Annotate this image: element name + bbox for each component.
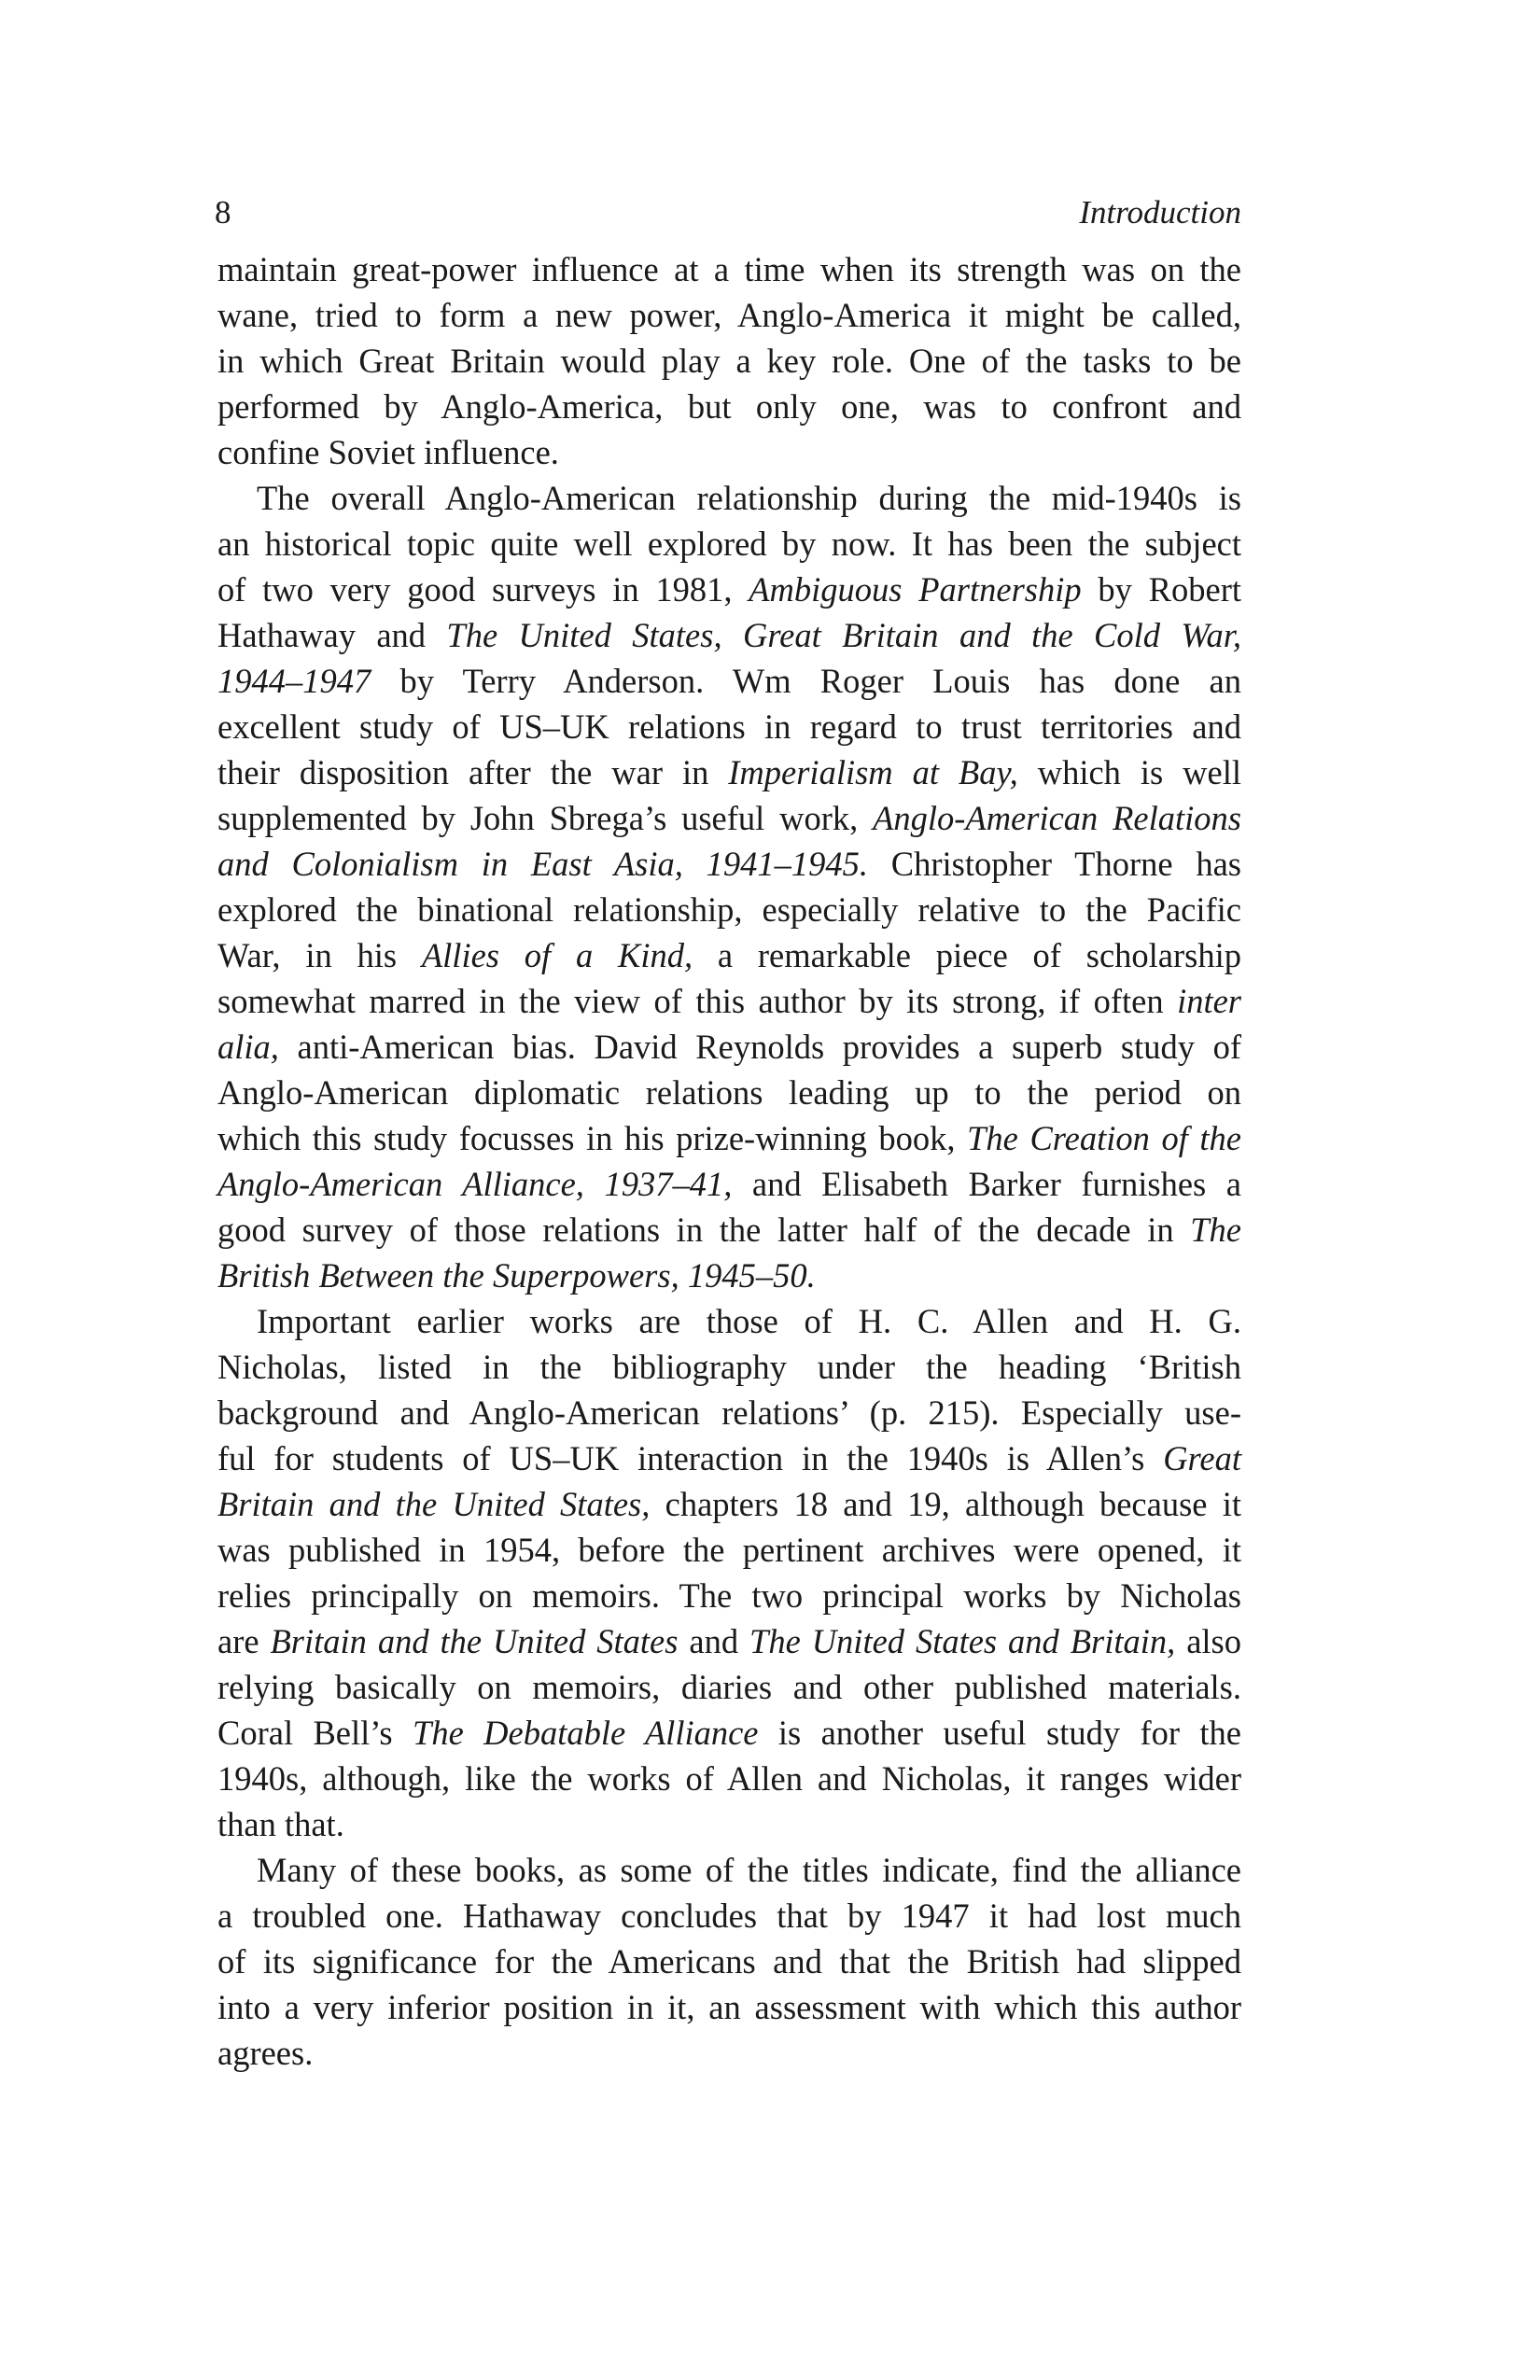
text-run: explored the binational relationship, especially relative to the Pacific: [217, 890, 1241, 929]
text-line: [217, 2030, 1241, 2076]
text-run: into a very inferior position in it, an assessment with which this author: [217, 1988, 1241, 2026]
italic-title: Britain and the United States: [270, 1622, 679, 1660]
italic-title: The: [1190, 1211, 1241, 1249]
text-run: Anglo-American diplomatic relations leading up to the period on: [217, 1073, 1241, 1112]
text-run: relies principally on memoirs. The two principal works by Nicholas: [217, 1576, 1241, 1615]
text-run: performed by Anglo-America, but only one, was to confront and: [217, 387, 1241, 426]
text-line: [217, 1939, 1241, 1984]
text-run: was published in 1954, before the pertinent archives were opened, it: [217, 1531, 1241, 1569]
italic-title: The United States, Great Britain and the Cold War,: [446, 616, 1241, 654]
paragraph: [217, 475, 1241, 1298]
text-line: [217, 1664, 1241, 1710]
text-run: is another useful study for the: [758, 1714, 1241, 1752]
italic-title: British Between the Superpowers, 1945–50.: [217, 1256, 816, 1295]
text-run: 1940s, although, like the works of Allen and Nicholas, it ranges wider: [217, 1759, 1241, 1798]
italic-title: The United States and Britain,: [749, 1622, 1176, 1660]
paragraph: [217, 1298, 1241, 1847]
body-text: [217, 246, 1241, 2076]
text-line: [217, 841, 1241, 887]
text-run: confine Soviet influence.: [217, 433, 559, 471]
text-line: [217, 475, 1241, 521]
text-line: [217, 338, 1241, 384]
text-line: [217, 1207, 1241, 1253]
text-line: [217, 612, 1241, 658]
text-run: ful for students of US–UK interaction in the 1940s is Allen’s: [217, 1439, 1164, 1477]
text-line: [217, 887, 1241, 932]
text-run: Coral Bell’s: [217, 1714, 413, 1752]
text-line: [217, 795, 1241, 841]
text-line: [217, 1618, 1241, 1664]
text-run: of its significance for the Americans and that the British had slipped: [217, 1942, 1241, 1981]
italic-title: The Creation of the: [967, 1119, 1241, 1157]
text-run: somewhat marred in the view of this author by its strong, if often: [217, 982, 1178, 1020]
italic-title: Great: [1163, 1439, 1241, 1477]
text-line: [217, 521, 1241, 567]
text-run: excellent study of US–UK relations in regard to trust territories and: [217, 707, 1241, 746]
text-line: [217, 1024, 1241, 1070]
italic-title: Anglo-American Relations: [873, 799, 1241, 837]
text-line: [217, 1298, 1241, 1344]
text-run: Many of these books, as some of the titles indicate, find the alliance: [257, 1851, 1241, 1889]
text-run: relying basically on memoirs, diaries and other published materials.: [217, 1668, 1241, 1706]
text-line: [217, 1344, 1241, 1390]
text-line: [217, 1801, 1241, 1847]
text-run: supplemented by John Sbrega’s useful work,: [217, 799, 874, 837]
italic-title: alia,: [217, 1028, 279, 1066]
text-run: and Elisabeth Barker furnishes a: [732, 1165, 1242, 1203]
text-line: [217, 1984, 1241, 2030]
text-run: an historical topic quite well explored by now. It has been the subject: [217, 525, 1241, 563]
text-run: a remarkable piece of scholarship: [693, 936, 1241, 974]
text-line: [217, 1115, 1241, 1161]
text-line: [217, 978, 1241, 1024]
text-run: are: [217, 1622, 271, 1660]
text-run: by Robert: [1081, 570, 1241, 609]
text-run: background and Anglo-American relations’ (p. 215). Especially use-: [217, 1393, 1241, 1432]
running-title: Introduction: [1079, 194, 1241, 231]
text-run: chapters 18 and 19, although because it: [650, 1485, 1241, 1523]
text-line: [217, 1070, 1241, 1115]
italic-title: inter: [1177, 982, 1241, 1020]
text-run: anti-American bias. David Reynolds provides a superb study of: [278, 1028, 1241, 1066]
text-line: [217, 658, 1241, 704]
text-line: [217, 1893, 1241, 1939]
running-head: [215, 189, 1241, 245]
text-line: [217, 567, 1241, 612]
text-line: [217, 749, 1241, 795]
italic-title: Allies of a Kind,: [421, 936, 693, 974]
text-run: War, in his: [217, 936, 422, 974]
text-line: [217, 1847, 1241, 1893]
italic-title: Imperialism at Bay,: [728, 753, 1018, 791]
text-run: Important earlier works are those of H. C. Allen and H. G.: [257, 1302, 1241, 1340]
text-run: also: [1175, 1622, 1241, 1660]
italic-title: 1944–1947: [217, 662, 371, 700]
text-run: and: [678, 1622, 750, 1660]
text-line: [217, 1390, 1241, 1435]
text-line: [217, 1710, 1241, 1756]
text-run: their disposition after the war in: [217, 753, 729, 791]
italic-title: Ambiguous Partnership: [749, 570, 1082, 609]
text-line: [217, 1756, 1241, 1801]
text-line: [217, 1161, 1241, 1207]
text-run: than that.: [217, 1805, 344, 1843]
text-run: agrees.: [217, 2034, 314, 2072]
italic-title: Britain and the United States,: [217, 1485, 651, 1523]
text-line: [217, 1435, 1241, 1481]
text-run: a troubled one. Hathaway concludes that by 1947 it had lost much: [217, 1897, 1241, 1935]
text-line: [217, 1253, 1241, 1298]
text-run: in which Great Britain would play a key role. One of the tasks to be: [217, 342, 1241, 380]
text-run: which this study focusses in his prize-winning book,: [217, 1119, 968, 1157]
text-line: [217, 1481, 1241, 1527]
text-line: [217, 1573, 1241, 1618]
text-run: maintain great-power influence at a time when its strength was on the: [217, 250, 1241, 288]
text-run: good survey of those relations in the latter half of the decade in: [217, 1211, 1191, 1249]
paragraph: [217, 1847, 1241, 2076]
text-line: [217, 246, 1241, 292]
text-run: Hathaway and: [217, 616, 447, 654]
page-number: 8: [215, 194, 231, 231]
text-line: [217, 384, 1241, 429]
italic-title: The Debatable Alliance: [413, 1714, 759, 1752]
text-line: [217, 704, 1241, 749]
text-run: which is well: [1017, 753, 1241, 791]
text-run: Christopher Thorne has: [868, 845, 1241, 883]
text-line: [217, 1527, 1241, 1573]
text-line: [217, 292, 1241, 338]
text-line: [217, 932, 1241, 978]
italic-title: and Colonialism in East Asia, 1941–1945.: [217, 845, 868, 883]
text-run: The overall Anglo-American relationship during the mid-1940s is: [257, 479, 1241, 517]
text-line: [217, 429, 1241, 475]
italic-title: Anglo-American Alliance, 1937–41,: [217, 1165, 733, 1203]
text-run: of two very good surveys in 1981,: [217, 570, 749, 609]
paragraph: [217, 246, 1241, 475]
text-run: by Terry Anderson. Wm Roger Louis has done an: [371, 662, 1241, 700]
text-run: Nicholas, listed in the bibliography under the heading ‘British: [217, 1348, 1241, 1386]
text-run: wane, tried to form a new power, Anglo-America it might be called,: [217, 296, 1241, 334]
